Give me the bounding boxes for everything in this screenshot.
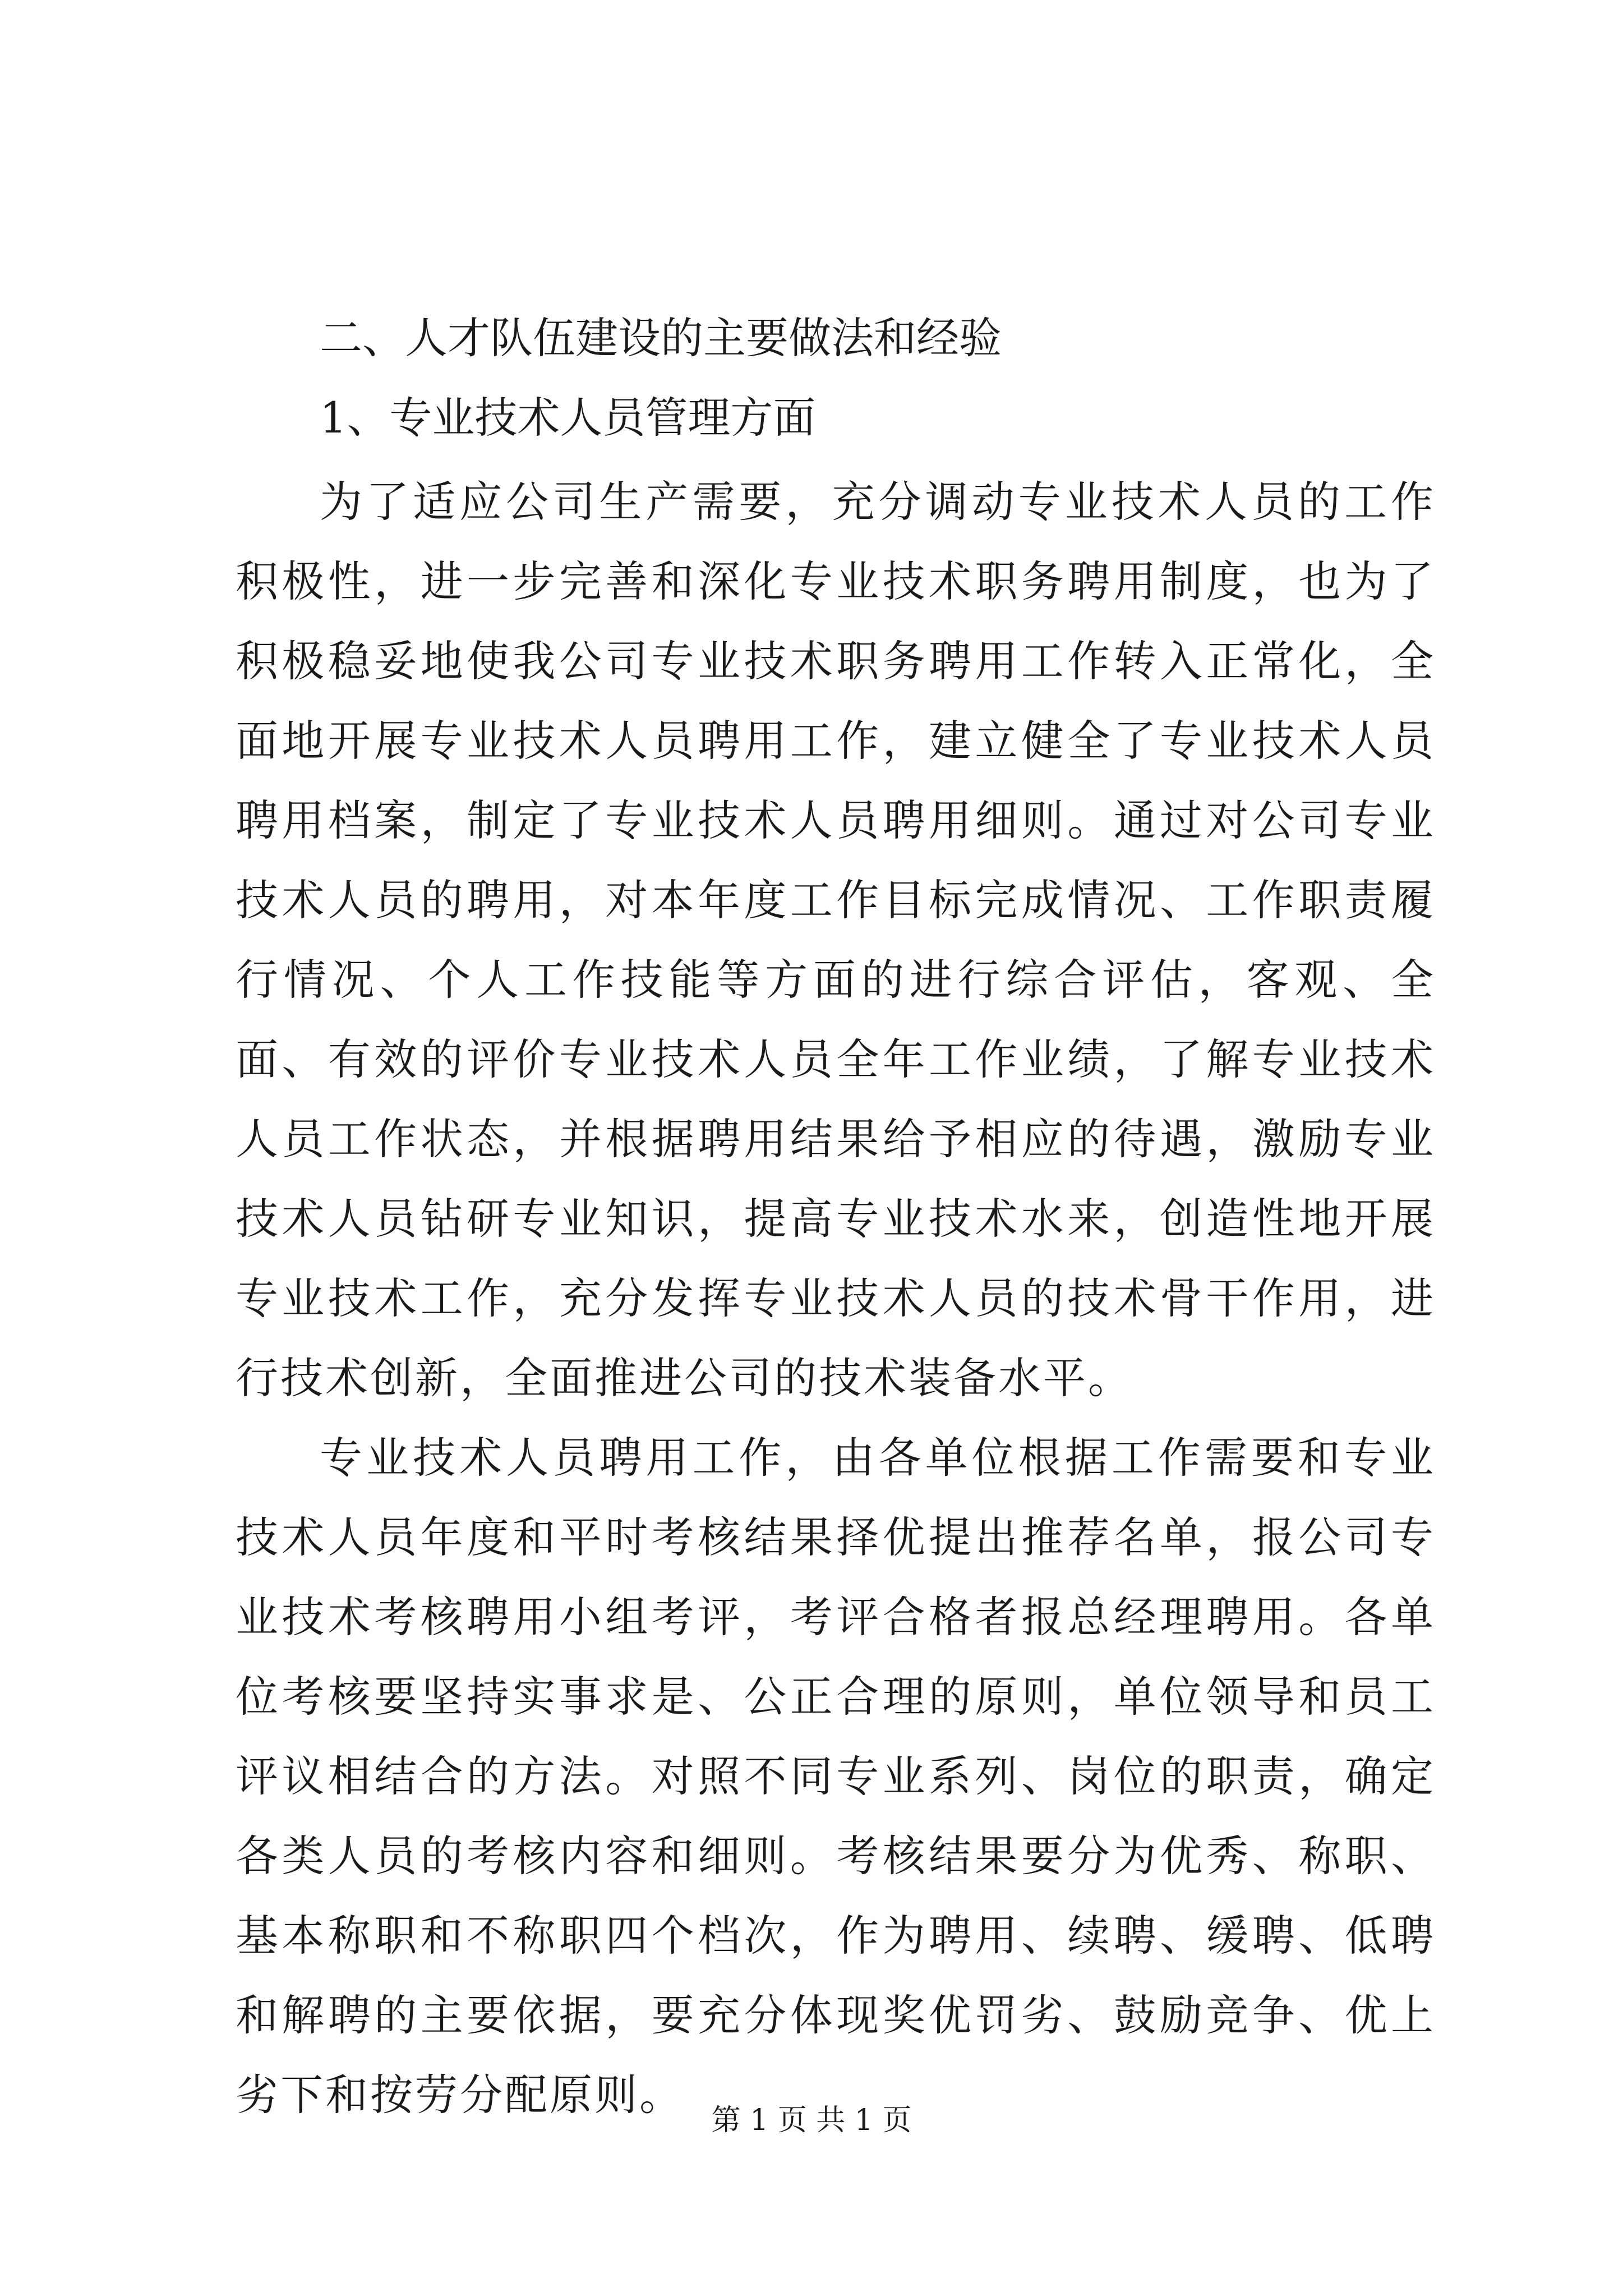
page-footer: 第 1 页 共 1 页 bbox=[711, 2104, 912, 2137]
section-heading: 二、人才队伍建设的主要做法和经验 bbox=[320, 313, 1002, 363]
paragraph-1: 为了适应公司生产需要，充分调动专业技术人员的工作积极性，进一步完善和深化专业技术职务聘用制度，也为了积极稳妥地使我公司专业技术职务聘用工作转入正常化，全面地开展专业技术人员聘用工作，建立健全了专业技术人员聘用档案，制定了专业技术人员聘用细则。通过对公司专业技术人员的聘用，对本年度工作目标完成情况、工作职责履行情况、个人工作技能等方面的进行综合评估，客观、全面、有效的评价专业技术人员全年工作业绩，了解专业技术人员工作状态，并根据聘用结果给予相应的待遇，激励专业技术人员钻研专业知识，提高专业技术水来，创造性地开展专业技术工作，充分发挥专业技术人员的技术骨干作用，进行技术创新，全面推进公司的技术装备水平。 bbox=[236, 477, 1436, 1403]
document-body bbox=[236, 303, 1436, 2135]
paragraph-2: 专业技术人员聘用工作，由各单位根据工作需要和专业技术人员年度和平时考核结果择优提出推荐名单，报公司专业技术考核聘用小组考评，考评合格者报总经理聘用。各单位考核要坚持实事求是、公正合理的原则，单位领导和员工评议相结合的方法。对照不同专业系列、岗位的职责，确定各类人员的考核内容和细则。考核结果要分为优秀、称职、基本称职和不称职四个档次，作为聘用、续聘、缓聘、低聘和解聘的主要依据，要充分体现奖优罚劣、鼓励竞争、优上劣下和按劳分配原则。 bbox=[236, 1433, 1436, 2120]
subsection-heading: 1、专业技术人员管理方面 bbox=[320, 393, 816, 443]
